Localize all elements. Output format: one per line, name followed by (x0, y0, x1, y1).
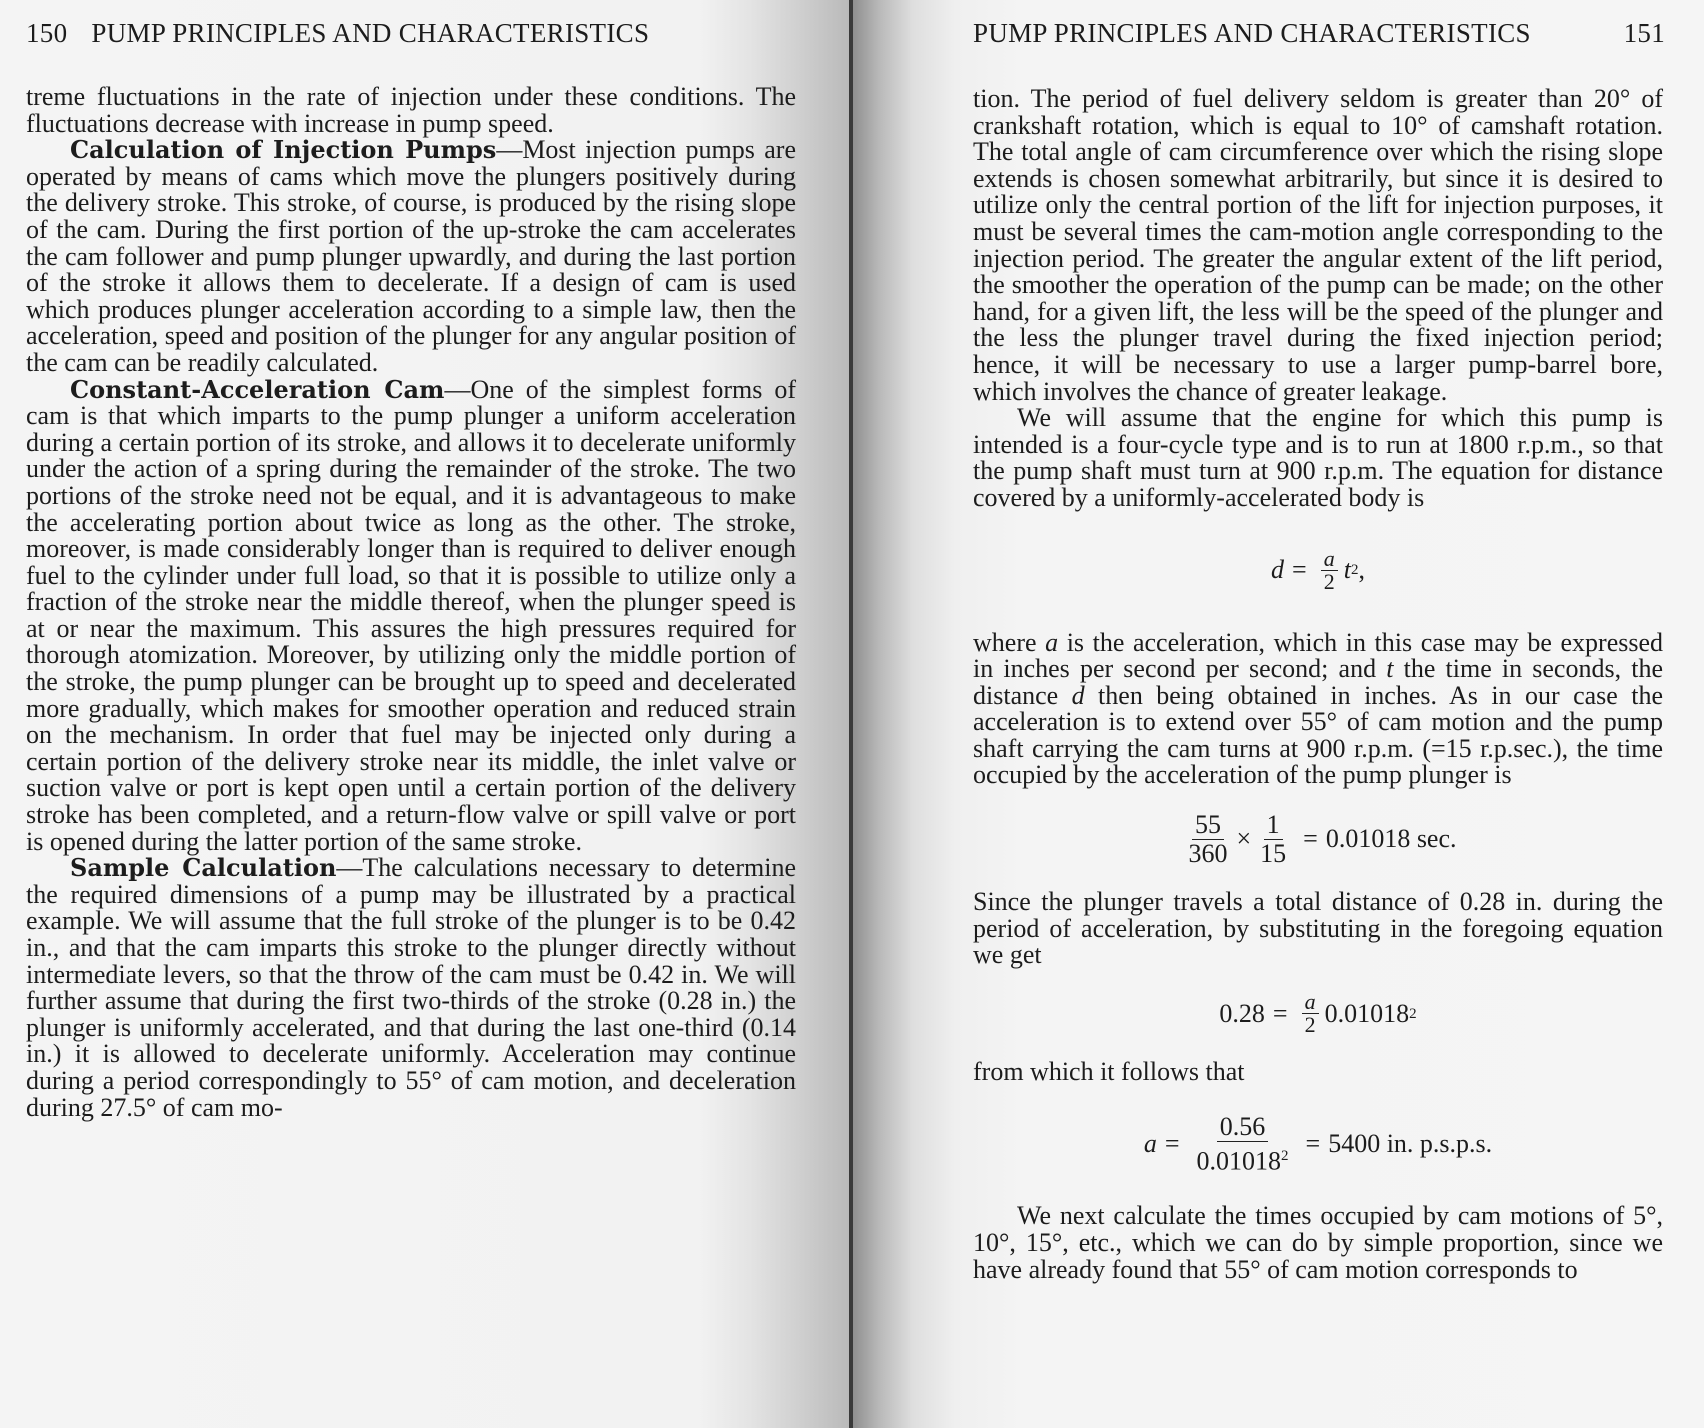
numerator: 0.56 (1217, 1113, 1269, 1142)
paragraph (26, 374, 796, 856)
denominator: 360 (1188, 838, 1228, 868)
paragraph (26, 137, 796, 376)
eq-value: 0.01018 (1324, 998, 1410, 1028)
page-number: 151 (1623, 18, 1665, 48)
eq-value: 0.28 (1219, 998, 1265, 1028)
fraction (1321, 548, 1338, 593)
paragraph: tion. The period of fuel delivery seldom is greater than 20° of crankshaft rotation, which is equal to 10° of camshaft rotation. The total angle of cam circumference over which the rising slope extends is chosen somewhat arbitrarily, but since it is desired to utilize only the central portion of the lift for injection purposes, it must be several times the cam-motion angle corresponding to the injection period. The greater the angular extent of the lift period, the smoother the operation of the pump can be made; on the other hand, for a given lift, the less will be the speed of the plunger and the less the plunger travel during the fixed injection period; hence, it will be necessary to use a larger pump-barrel bore, which involves the chance of greater leakage. (973, 84, 1663, 406)
section-heading: Calculation of Injection Pumps (70, 135, 497, 165)
eq-operator: = (1272, 998, 1288, 1028)
text: is the acceleration, which in this case may be expressed in inches per second per second; and (973, 627, 1664, 684)
paragraph-text: —One of the simplest forms of cam is that which imparts to the pump plunger a uniform acceleration during a certain portion of its stroke, and allows it to decelerate uniformly under the action of a spring during the remainder of the stroke. The two portions of the stroke need not be equal, and it is advantageous to make the accelerating portion about twice as long as the other. The stroke, moreover, is made considerably longer than is required to deliver enough fuel to the cylinder under full load, so that it is possible to utilize only a fraction of the stroke near the middle thereof, when the plunger speed is at or near the maximum. This assures the high pressures required for thorough atomization. Moreover, by utilizing only the middle portion of the stroke, the pump plunger can be brought up to speed and decelerated more gradually, which makes for smoother operation and reduced strain on the mechanism. In order that fuel may be injected only during a certain portion of the delivery stroke near its middle, the inlet valve or suction valve or port is kept open until a certain portion of the delivery stroke has been completed, and a return-flow valve or spill valve or port is opened during the latter portion of the same stroke. (26, 374, 796, 856)
running-head-left (26, 18, 649, 49)
numerator: 55 (1192, 811, 1224, 840)
eq-symbol: d (1071, 680, 1085, 710)
eq-operator: = (1164, 1129, 1180, 1159)
text: where (973, 627, 1046, 657)
page-number: 150 (26, 18, 68, 48)
paragraph (973, 627, 1664, 790)
fraction (1194, 1113, 1292, 1176)
eq-symbol: t (1343, 555, 1351, 585)
section-heading: Constant-Acceleration Cam (70, 374, 445, 404)
denominator: 2 (1323, 569, 1335, 594)
text: then being obtained in inches. As in our case the acceleration is to extend over 55° of cam motion and the pump shaft carrying the cam turns at 900 r.p.m. (=15 r.p.sec.), the time occupied by the acceleration of the pump plunger is (973, 680, 1664, 790)
numerator: a (1302, 991, 1319, 1014)
numerator: 1 (1264, 811, 1283, 840)
denominator: 15 (1260, 838, 1287, 868)
eq-operator: × (1236, 823, 1252, 853)
denominator: 2 (1304, 1012, 1316, 1038)
equation-acceleration (973, 1085, 1663, 1203)
fraction (1185, 811, 1230, 868)
eq-operator: = (1292, 555, 1307, 585)
denominator-value: 0.01018 (1196, 1146, 1282, 1176)
fraction (1302, 991, 1319, 1036)
eq-operator: = (1305, 1129, 1321, 1159)
exponent: 2 (1350, 562, 1359, 579)
eq-symbol: a (1143, 1129, 1157, 1159)
paragraph: from which it follows that (973, 1056, 1245, 1086)
left-page (0, 0, 851, 1428)
exponent: 2 (1409, 1005, 1417, 1022)
eq-symbol: a (1045, 627, 1059, 657)
section-heading: Sample Calculation (70, 853, 337, 883)
paragraph-text: —The calculations necessary to determine the required dimensions of a pump may be illustrated by a practical example. We will assume that the full stroke of the plunger is to be 0.42 in., and that the cam imparts this stroke to the plunger directly without intermediate levers, so that the throw of the cam must be 0.42 in. We will further assume that during the first two-thirds of the stroke (0.28 in.) the plunger is uniformly accelerated, and that during the last one-third (0.14 in.) it is allowed to decelerate uniformly. Acceleration may continue during a period correspondingly to 55° of cam motion, and deceleration during 27.5° of cam mo- (26, 853, 796, 1122)
denominator (1194, 1142, 1292, 1176)
equation-time (973, 789, 1663, 889)
numerator: a (1321, 548, 1338, 571)
right-body-text (973, 86, 1663, 1283)
eq-punctuation: , (1358, 555, 1365, 585)
text: the time in seconds, the distance (973, 654, 1664, 710)
paragraph (26, 855, 796, 1121)
eq-result: 0.01018 sec. (1325, 823, 1457, 853)
running-head-title: PUMP PRINCIPLES AND CHARACTERISTICS (973, 18, 1531, 48)
eq-result: 5400 in. p.s.p.s. (1328, 1129, 1493, 1159)
paragraph-text: —Most injection pumps are operated by means of cams which move the plungers positively during the delivery stroke. This stroke, of course, is produced by the rising slope of the cam. During the first portion of the up-stroke the cam accelerates the cam follower and pump plunger upwardly, and during the last portion of the stroke it allows them to decelerate. If a design of cam is used which produces plunger acceleration according to a simple law, then the acceleration, speed and position of the plunger for any angular position of the cam can be readily calculated. (26, 135, 796, 377)
exponent: 2 (1281, 1148, 1289, 1165)
fraction (1257, 811, 1289, 868)
running-head-title: PUMP PRINCIPLES AND CHARACTERISTICS (91, 18, 650, 48)
equation-substitution (973, 969, 1663, 1059)
right-page (853, 0, 1704, 1428)
eq-operator: = (1303, 823, 1318, 853)
equation-distance (973, 512, 1663, 630)
left-body-text (26, 84, 796, 1121)
paragraph: treme fluctuations in the rate of injection under these conditions. The fluctuations decrease with increase in pump speed. (26, 82, 796, 138)
running-head-right (973, 18, 1665, 49)
paragraph: We will assume that the engine for which this pump is intended is a four-cycle type and is to run at 1800 r.p.m., so that the pump shaft must turn at 900 r.p.m. The equation for distance covered by a uniformly-accelerated body is (973, 403, 1663, 512)
eq-symbol: t (1386, 654, 1394, 684)
eq-symbol: d (1271, 555, 1285, 585)
paragraph: Since the plunger travels a total distance of 0.28 in. during the period of acceleration, by substituting in the foregoing equation we get (973, 887, 1663, 970)
paragraph: We next calculate the times occupied by cam motions of 5°, 10°, 15°, etc., which we can do by simple proportion, since we have already found that 55° of cam motion corresponds to (973, 1201, 1663, 1284)
